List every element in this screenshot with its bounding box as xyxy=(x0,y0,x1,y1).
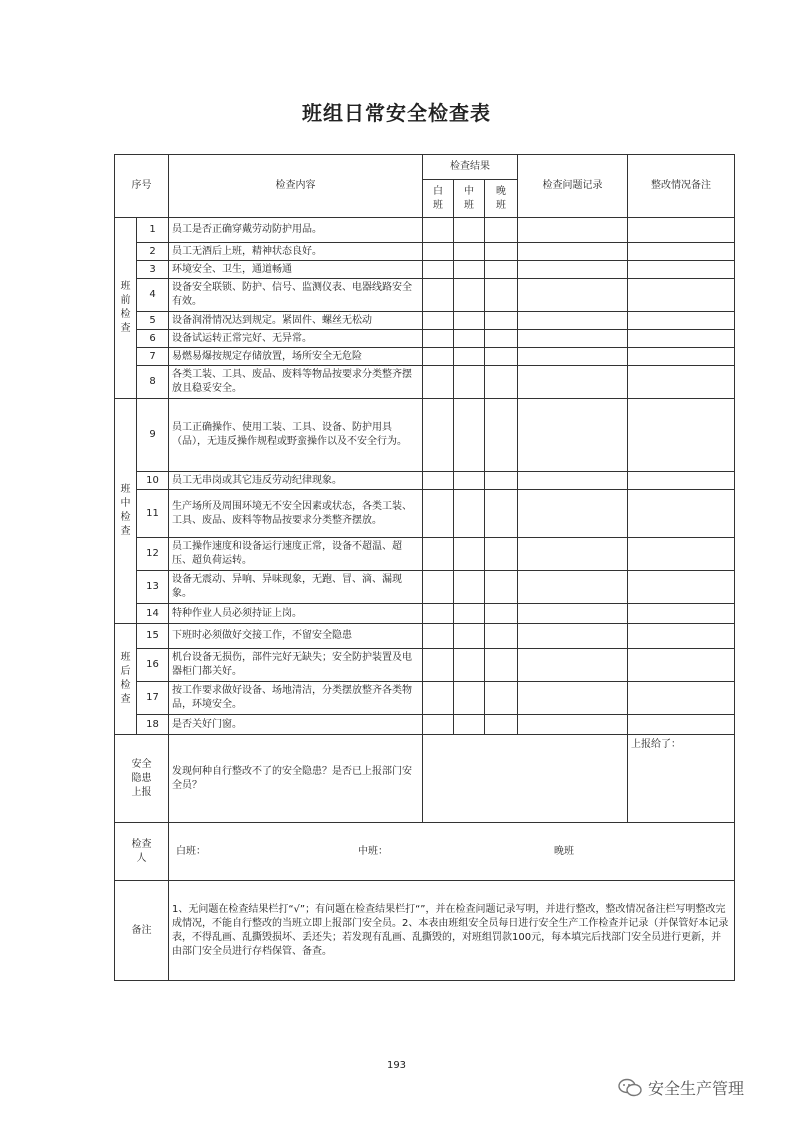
remark-cell[interactable] xyxy=(628,682,735,715)
result-cell-mid[interactable] xyxy=(454,649,485,682)
row-number: 17 xyxy=(137,682,169,715)
result-cell-day[interactable] xyxy=(423,472,454,490)
row-number: 6 xyxy=(137,330,169,348)
result-cell-night[interactable] xyxy=(485,261,518,279)
result-cell-mid[interactable] xyxy=(454,682,485,715)
result-cell-mid[interactable] xyxy=(454,330,485,348)
check-item-text: 员工正确操作、使用工装、工具、设备、防护用具（品），无违反操作规程或野蛮操作以及不安全行为。 xyxy=(169,399,423,472)
table-row xyxy=(115,261,735,279)
hazard-row xyxy=(115,735,735,823)
issue-record-cell[interactable] xyxy=(518,279,628,312)
result-cell-night[interactable] xyxy=(485,604,518,624)
remark-cell[interactable] xyxy=(628,715,735,735)
result-cell-day[interactable] xyxy=(423,330,454,348)
table-row xyxy=(115,649,735,682)
remark-cell[interactable] xyxy=(628,348,735,366)
result-cell-night[interactable] xyxy=(485,649,518,682)
table-row xyxy=(115,624,735,649)
shift-mid-header: 中 班 xyxy=(454,180,485,218)
issue-record-cell[interactable] xyxy=(518,490,628,538)
row-number: 10 xyxy=(137,472,169,490)
issue-record-cell[interactable] xyxy=(518,571,628,604)
remark-cell[interactable] xyxy=(628,571,735,604)
remark-cell[interactable] xyxy=(628,490,735,538)
result-cell-night[interactable] xyxy=(485,624,518,649)
check-item-text: 员工无串岗或其它违反劳动纪律现象。 xyxy=(169,472,423,490)
result-cell-night[interactable] xyxy=(485,682,518,715)
result-cell-mid[interactable] xyxy=(454,472,485,490)
remarks-header: 整改情况备注 xyxy=(628,155,735,218)
issue-record-cell[interactable] xyxy=(518,682,628,715)
table-row xyxy=(115,538,735,571)
table-row xyxy=(115,715,735,735)
issue-record-cell[interactable] xyxy=(518,472,628,490)
issue-record-cell[interactable] xyxy=(518,218,628,243)
issue-record-cell[interactable] xyxy=(518,604,628,624)
issue-record-cell[interactable] xyxy=(518,312,628,330)
table-row xyxy=(115,490,735,538)
result-cell-mid[interactable] xyxy=(454,624,485,649)
row-number: 14 xyxy=(137,604,169,624)
row-number: 18 xyxy=(137,715,169,735)
issue-record-cell[interactable] xyxy=(518,624,628,649)
remark-cell[interactable] xyxy=(628,330,735,348)
notes-label: 备注 xyxy=(115,881,169,981)
result-cell-mid[interactable] xyxy=(454,243,485,261)
result-cell-day[interactable] xyxy=(423,348,454,366)
row-number: 11 xyxy=(137,490,169,538)
issue-record-cell[interactable] xyxy=(518,649,628,682)
issue-record-cell[interactable] xyxy=(518,348,628,366)
result-cell-mid[interactable] xyxy=(454,538,485,571)
shift-day-header: 白 班 xyxy=(423,180,454,218)
result-cell-mid[interactable] xyxy=(454,218,485,243)
check-item-text: 易燃易爆按规定存储放置，场所安全无危险 xyxy=(169,348,423,366)
table-row xyxy=(115,348,735,366)
mid-shift-inspector[interactable]: 中班： xyxy=(358,845,388,857)
result-cell-night[interactable] xyxy=(485,538,518,571)
result-cell-night[interactable] xyxy=(485,312,518,330)
result-cell-night[interactable] xyxy=(485,715,518,735)
hazard-question: 发现何种自行整改不了的安全隐患？是否已上报部门安全员？ xyxy=(169,735,423,823)
result-cell-day[interactable] xyxy=(423,538,454,571)
check-item-text: 是否关好门窗。 xyxy=(169,715,423,735)
inspector-fields[interactable] xyxy=(169,823,735,881)
inspector-label: 检查 人 xyxy=(115,823,169,881)
row-number: 8 xyxy=(137,366,169,399)
table-row xyxy=(115,604,735,624)
issues-header: 检查问题记录 xyxy=(518,155,628,218)
row-number: 3 xyxy=(137,261,169,279)
result-cell-mid[interactable] xyxy=(454,261,485,279)
row-number: 7 xyxy=(137,348,169,366)
result-cell-mid[interactable] xyxy=(454,571,485,604)
notes-text: 1、无问题在检查结果栏打“√”；有问题在检查结果栏打“”，并在检查问题记录写明，并进行整改，整改情况备注栏写明整改完成情况，不能自行整改的当班立即上报部门安全员。2、本表由班组安全员每日进行安全生产工作检查并记录（并保管好本记录表，不得乱画、乱撕毁损坏、丢还失；若发现有乱画、乱撕毁的，对班组罚款100元，每本填完后找部门安全员进行更新，并由部门安全员进行存档保管、备查。 xyxy=(169,881,735,981)
remark-cell[interactable] xyxy=(628,218,735,243)
result-cell-mid[interactable] xyxy=(454,348,485,366)
result-cell-day[interactable] xyxy=(423,366,454,399)
row-number: 12 xyxy=(137,538,169,571)
result-cell-mid[interactable] xyxy=(454,490,485,538)
result-cell-mid[interactable] xyxy=(454,279,485,312)
check-item-text: 各类工装、工具、废品、废料等物品按要求分类整齐摆放且稳妥安全。 xyxy=(169,366,423,399)
check-item-text: 设备试运转正常完好、无异常。 xyxy=(169,330,423,348)
check-item-text: 设备无震动、异响、异味现象，无跑、冒、滴、漏现象。 xyxy=(169,571,423,604)
row-number: 15 xyxy=(137,624,169,649)
remark-cell[interactable] xyxy=(628,366,735,399)
remark-cell[interactable] xyxy=(628,604,735,624)
table-row xyxy=(115,399,735,472)
result-cell-day[interactable] xyxy=(423,243,454,261)
reported-to[interactable]: 上报给了： xyxy=(628,735,735,823)
table-row xyxy=(115,312,735,330)
check-item-text: 特种作业人员必须持证上岗。 xyxy=(169,604,423,624)
watermark-text: 安全生产管理 xyxy=(648,1079,745,1098)
result-cell-day[interactable] xyxy=(423,312,454,330)
inspector-row xyxy=(115,823,735,881)
row-number: 13 xyxy=(137,571,169,604)
result-cell-day[interactable] xyxy=(423,682,454,715)
issue-record-cell[interactable] xyxy=(518,715,628,735)
seq-header: 序号 xyxy=(115,155,169,218)
check-item-text: 员工操作速度和设备运行速度正常，设备不超温、超压、超负荷运转。 xyxy=(169,538,423,571)
row-number: 9 xyxy=(137,399,169,472)
page-number: 193 xyxy=(386,1060,407,1071)
result-cell-night[interactable] xyxy=(485,571,518,604)
row-number: 2 xyxy=(137,243,169,261)
check-item-text: 环境安全、卫生，通道畅通 xyxy=(169,261,423,279)
issue-record-cell[interactable] xyxy=(518,261,628,279)
section-label: 班 前 检 查 xyxy=(115,218,137,399)
hazard-label: 安全 隐患 上报 xyxy=(115,735,169,823)
result-cell-mid[interactable] xyxy=(454,312,485,330)
section-label: 班 中 检 查 xyxy=(115,399,137,624)
check-item-text: 按工作要求做好设备、场地清洁，分类摆放整齐各类物品，环境安全。 xyxy=(169,682,423,715)
row-number: 5 xyxy=(137,312,169,330)
check-item-text: 员工无酒后上班，精神状态良好。 xyxy=(169,243,423,261)
remark-cell[interactable] xyxy=(628,312,735,330)
check-item-text: 下班时必须做好交接工作，不留安全隐患 xyxy=(169,624,423,649)
remark-cell[interactable] xyxy=(628,261,735,279)
hazard-answer-cell[interactable] xyxy=(423,735,628,823)
table-row xyxy=(115,243,735,261)
day-shift-inspector[interactable]: 白班： xyxy=(176,845,206,857)
issue-record-cell[interactable] xyxy=(518,330,628,348)
issue-record-cell[interactable] xyxy=(518,399,628,472)
result-cell-mid[interactable] xyxy=(454,604,485,624)
result-cell-day[interactable] xyxy=(423,649,454,682)
result-cell-mid[interactable] xyxy=(454,715,485,735)
check-item-text: 机台设备无损伤，部件完好无缺失；安全防护装置及电器柜门都关好。 xyxy=(169,649,423,682)
table-row xyxy=(115,366,735,399)
result-cell-night[interactable] xyxy=(485,490,518,538)
result-cell-day[interactable] xyxy=(423,490,454,538)
remark-cell[interactable] xyxy=(628,649,735,682)
result-cell-day[interactable] xyxy=(423,279,454,312)
remark-cell[interactable] xyxy=(628,538,735,571)
remark-cell[interactable] xyxy=(628,472,735,490)
table-row xyxy=(115,218,735,243)
result-cell-day[interactable] xyxy=(423,715,454,735)
night-shift-inspector[interactable]: 晚班 xyxy=(554,845,574,857)
wechat-icon xyxy=(618,1078,642,1098)
table-row xyxy=(115,571,735,604)
page-title: 班组日常安全检查表 xyxy=(302,101,491,125)
section-label: 班 后 检 查 xyxy=(115,624,137,735)
result-cell-night[interactable] xyxy=(485,399,518,472)
remark-cell[interactable] xyxy=(628,624,735,649)
issue-record-cell[interactable] xyxy=(518,366,628,399)
result-cell-night[interactable] xyxy=(485,330,518,348)
table-row xyxy=(115,330,735,348)
remark-cell[interactable] xyxy=(628,243,735,261)
result-cell-day[interactable] xyxy=(423,218,454,243)
check-item-text: 设备安全联锁、防护、信号、监测仪表、电器线路安全有效。 xyxy=(169,279,423,312)
result-cell-night[interactable] xyxy=(485,279,518,312)
result-cell-mid[interactable] xyxy=(454,366,485,399)
result-cell-day[interactable] xyxy=(423,604,454,624)
check-item-text: 生产场所及周围环境无不安全因素或状态，各类工装、工具、废品、废料等物品按要求分类整齐摆放。 xyxy=(169,490,423,538)
remark-cell[interactable] xyxy=(628,279,735,312)
shift-night-header: 晚 班 xyxy=(485,180,518,218)
result-cell-night[interactable] xyxy=(485,218,518,243)
check-item-text: 员工是否正确穿戴劳动防护用品。 xyxy=(169,218,423,243)
table-row xyxy=(115,682,735,715)
result-cell-night[interactable] xyxy=(485,243,518,261)
result-cell-day[interactable] xyxy=(423,624,454,649)
issue-record-cell[interactable] xyxy=(518,243,628,261)
content-header: 检查内容 xyxy=(169,155,423,218)
result-cell-mid[interactable] xyxy=(454,399,485,472)
table-row xyxy=(115,279,735,312)
inspection-table xyxy=(114,154,735,981)
result-cell-day[interactable] xyxy=(423,399,454,472)
result-cell-night[interactable] xyxy=(485,348,518,366)
row-number: 1 xyxy=(137,218,169,243)
result-cell-day[interactable] xyxy=(423,261,454,279)
table-row xyxy=(115,472,735,490)
result-cell-night[interactable] xyxy=(485,472,518,490)
result-cell-night[interactable] xyxy=(485,366,518,399)
watermark xyxy=(618,1076,744,1099)
notes-row xyxy=(115,881,735,981)
result-header: 检查结果 xyxy=(423,155,518,180)
row-number: 16 xyxy=(137,649,169,682)
result-cell-day[interactable] xyxy=(423,571,454,604)
check-item-text: 设备润滑情况达到规定。紧固件、螺丝无松动 xyxy=(169,312,423,330)
issue-record-cell[interactable] xyxy=(518,538,628,571)
header-row xyxy=(115,155,735,180)
remark-cell[interactable] xyxy=(628,399,735,472)
row-number: 4 xyxy=(137,279,169,312)
